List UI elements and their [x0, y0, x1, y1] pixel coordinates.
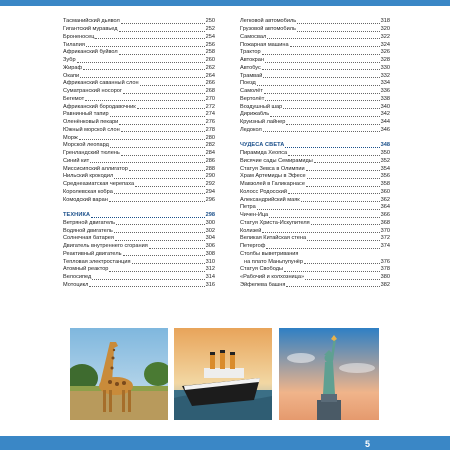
toc-entry[interactable]: [240, 26, 390, 34]
toc-page-number: 290: [205, 173, 215, 180]
toc-page-number: 250: [205, 18, 215, 25]
toc-dot-leader: [110, 147, 205, 148]
toc-entry[interactable]: [240, 41, 390, 49]
toc-entry[interactable]: [63, 274, 215, 282]
toc-dot-leader: [265, 100, 379, 101]
toc-entry[interactable]: [63, 57, 215, 65]
toc-entry[interactable]: [240, 119, 390, 127]
toc-page-number: 364: [380, 204, 390, 211]
page-number: 5: [364, 439, 370, 449]
toc-entry[interactable]: [63, 26, 215, 34]
toc-page-number: 316: [205, 281, 215, 288]
toc-entry-title: Морской леопард: [63, 142, 109, 149]
toc-entry[interactable]: [63, 127, 215, 135]
toc-page-number: 346: [380, 126, 390, 133]
toc-page-number: 272: [205, 103, 215, 110]
toc-page-number: 322: [380, 33, 390, 40]
toc-entry[interactable]: [240, 165, 390, 173]
toc-entry-title: Дирижабль: [240, 111, 270, 118]
toc-entry-title: Атомный реактор: [63, 266, 109, 273]
toc-entry-title: ТЕХНИКА: [63, 212, 91, 219]
toc-dot-leader: [286, 286, 379, 287]
toc-entry-title: Окапи: [63, 72, 80, 79]
toc-entry[interactable]: [240, 212, 390, 220]
toc-dot-leader: [265, 62, 380, 63]
toc-entry-title: Африканский бородавочник: [63, 103, 136, 110]
toc-entry-title: Мавзолей в Галикарнасе: [240, 181, 305, 188]
toc-page-number: 356: [380, 173, 390, 180]
toc-dot-leader: [307, 178, 380, 179]
toc-entry-title: Эйфелева башня: [240, 281, 286, 288]
toc-dot-leader: [91, 217, 205, 218]
toc-page-number: 282: [205, 142, 215, 149]
toc-dot-leader: [121, 23, 205, 24]
toc-entry[interactable]: [63, 88, 215, 96]
toc-entry-title: Петергоф: [240, 243, 266, 250]
toc-page-number: 382: [380, 281, 390, 288]
toc-page-number: 354: [380, 165, 390, 172]
toc-entry[interactable]: [63, 150, 215, 158]
toc-page-number: 302: [205, 227, 215, 234]
toc-entry[interactable]: [63, 80, 215, 88]
toc-dot-leader: [121, 131, 205, 132]
toc-dot-leader: [270, 116, 380, 117]
toc-entry-title: Пожарная машина: [240, 41, 289, 48]
toc-entry-title: Трактор: [240, 49, 261, 56]
toc-dot-leader: [137, 108, 205, 109]
toc-dot-leader: [123, 93, 205, 94]
statue-of-liberty-photo: [279, 328, 379, 420]
toc-page-number: 296: [205, 196, 215, 203]
toc-entry-title: Столбы выветривания: [240, 250, 299, 257]
toc-entry[interactable]: [240, 57, 390, 65]
toc-page-number: 294: [205, 188, 215, 195]
toc-dot-leader: [263, 77, 379, 78]
toc-entry-title: Африканский саванный слон: [63, 80, 139, 87]
toc-entry[interactable]: [63, 196, 215, 204]
toc-entry[interactable]: [63, 282, 215, 290]
toc-entry-title: Велосипед: [63, 274, 92, 281]
toc-entry[interactable]: [240, 150, 390, 158]
toc-dot-leader: [92, 279, 204, 280]
toc-page-number: 350: [380, 150, 390, 157]
toc-entry[interactable]: [240, 49, 390, 57]
toc-dot-leader: [305, 279, 380, 280]
toc-dot-leader: [311, 224, 380, 225]
toc-dot-leader: [257, 85, 380, 86]
toc-entry[interactable]: [63, 189, 215, 197]
toc-page-number: 334: [380, 80, 390, 87]
toc-page-number: 332: [380, 72, 390, 79]
top-color-bar: [0, 0, 450, 6]
toc-entry[interactable]: [63, 258, 215, 266]
toc-dot-leader: [114, 178, 204, 179]
toc-dot-leader: [307, 240, 380, 241]
toc-entry[interactable]: [240, 173, 390, 181]
toc-dot-leader: [288, 155, 379, 156]
toc-entry-title: Круизный лайнер: [240, 119, 286, 126]
toc-entry[interactable]: [240, 158, 390, 166]
toc-dot-leader: [119, 124, 204, 125]
toc-entry[interactable]: [63, 72, 215, 80]
toc-page-number: 338: [380, 95, 390, 102]
toc-entry-title: Грузовой автомобиль: [240, 26, 296, 33]
toc-entry[interactable]: [240, 243, 390, 251]
toc-dot-leader: [119, 31, 205, 32]
toc-dot-leader: [85, 100, 204, 101]
toc-page-number: 352: [380, 157, 390, 164]
toc-entry-title: Броненосец: [63, 33, 95, 40]
toc-page-number: 320: [380, 26, 390, 33]
toc-page-number: 278: [205, 126, 215, 133]
toc-page-number: 314: [205, 274, 215, 281]
toc-page-number: 370: [380, 227, 390, 234]
toc-entry[interactable]: [240, 80, 390, 88]
toc-dot-leader: [297, 23, 379, 24]
toc-spacer: [63, 204, 215, 212]
toc-page-number: 376: [380, 258, 390, 265]
toc-dot-leader: [79, 139, 205, 140]
toc-dot-leader: [288, 193, 380, 194]
toc-page-number: 366: [380, 212, 390, 219]
toc-entry-title: Тасманийский дьявол: [63, 18, 120, 25]
toc-entry-title: Солнечная батарея: [63, 235, 114, 242]
toc-entry-title: Трамвай: [240, 72, 263, 79]
toc-entry-title: Равнинный тапир: [63, 111, 109, 118]
toc-entry[interactable]: [240, 88, 390, 96]
toc-entry-title: Африканский буйвол: [63, 49, 118, 56]
toc-dot-leader: [90, 162, 204, 163]
toc-dot-leader: [135, 186, 205, 187]
toc-page-number: 306: [205, 243, 215, 250]
toc-entry[interactable]: [240, 72, 390, 80]
toc-entry-title: Двигатель внутреннего сгорания: [63, 243, 148, 250]
toc-dot-leader: [115, 240, 205, 241]
toc-dot-leader: [110, 116, 205, 117]
toc-dot-leader: [306, 186, 380, 187]
toc-entry[interactable]: [240, 258, 390, 266]
toc-page-number: 374: [380, 243, 390, 250]
toc-page-number: 270: [205, 95, 215, 102]
toc-page-number: 360: [380, 188, 390, 195]
toc-section-heading[interactable]: [240, 142, 390, 150]
toc-dot-leader: [129, 170, 205, 171]
toc-dot-leader: [116, 224, 205, 225]
toc-dot-leader: [95, 38, 204, 39]
toc-entry[interactable]: [63, 181, 215, 189]
toc-dot-leader: [304, 263, 380, 264]
toc-entry[interactable]: [240, 266, 390, 274]
toc-page-number: 330: [380, 64, 390, 71]
cruise-liner-photo: [174, 328, 272, 420]
toc-page-number: 274: [205, 111, 215, 118]
toc-entry[interactable]: [240, 227, 390, 235]
toc-entry-title: Нильский крокодил: [63, 173, 114, 180]
toc-page-number: 310: [205, 258, 215, 265]
toc-page-number: 280: [205, 134, 215, 141]
toc-page-number: 276: [205, 119, 215, 126]
toc-entry[interactable]: [240, 282, 390, 290]
bottom-color-bar: [0, 436, 450, 450]
toc-dot-leader: [284, 271, 380, 272]
toc-dot-leader: [109, 201, 205, 202]
toc-entry-title: на плато Маньпупунёр: [244, 258, 303, 265]
toc-dot-leader: [266, 248, 379, 249]
toc-entry-title: Пирамида Хеопса: [240, 150, 288, 157]
toc-entry-title: Колосс Родосский: [240, 188, 287, 195]
toc-entry-title: Храм Артемиды в Эфесе: [240, 173, 306, 180]
toc-dot-leader: [132, 263, 205, 264]
toc-entry[interactable]: [240, 274, 390, 282]
toc-page-number: 258: [205, 49, 215, 56]
toc-entry-title: Колизей: [240, 227, 262, 234]
toc-entry[interactable]: [63, 119, 215, 127]
toc-entry-title: Суматранский носорог: [63, 88, 122, 95]
toc-section-heading[interactable]: [63, 212, 215, 220]
toc-entry-title: Гигантский муравьед: [63, 26, 118, 33]
toc-page-number: 318: [380, 18, 390, 25]
toc-entry-title: Мотоцикл: [63, 281, 89, 288]
toc-entry[interactable]: [63, 96, 215, 104]
toc-entry-title: Водяной двигатель: [63, 227, 113, 234]
toc-entry-title: Александрийский маяк: [240, 196, 300, 203]
toc-entry-title: Тепловая электростанция: [63, 258, 131, 265]
toc-page-number: 362: [380, 196, 390, 203]
toc-entry-title: Миссисипский аллигатор: [63, 165, 128, 172]
toc-page-number: 262: [205, 64, 215, 71]
toc-page-number: 380: [380, 274, 390, 281]
toc-entry[interactable]: [240, 235, 390, 243]
toc-entry[interactable]: [240, 127, 390, 135]
toc-page-number: 286: [205, 157, 215, 164]
toc-entry[interactable]: [240, 204, 390, 212]
toc-entry-title: Висячие сады Семирамиды: [240, 157, 313, 164]
toc-entry-title: Синий кит: [63, 157, 90, 164]
toc-entry[interactable]: [63, 103, 215, 111]
toc-page-number: 378: [380, 266, 390, 273]
toc-entry[interactable]: [63, 235, 215, 243]
toc-entry-title: Королевская кобра: [63, 188, 113, 195]
toc-entry[interactable]: [63, 65, 215, 73]
toc-entry-title: «Рабочий и колхозница»: [240, 274, 305, 281]
toc-dot-leader: [314, 162, 380, 163]
toc-entry[interactable]: [240, 181, 390, 189]
toc-page-number: 312: [205, 266, 215, 273]
toc-page-number: 326: [380, 49, 390, 56]
toc-page-number: 358: [380, 181, 390, 188]
toc-entry-title: Жираф: [63, 64, 83, 71]
toc-page-number: 336: [380, 88, 390, 95]
toc-dot-leader: [257, 209, 380, 210]
toc-entry-title: Чичен-Ица: [240, 212, 269, 219]
toc-entry-title: Легковой автомобиль: [240, 18, 297, 25]
toc-page-number: 300: [205, 219, 215, 226]
toc-entry-title: Петра: [240, 204, 256, 211]
toc-page-number: 264: [205, 72, 215, 79]
toc-dot-leader: [80, 77, 204, 78]
toc-left-column: [63, 18, 215, 289]
toc-page-number: 328: [380, 57, 390, 64]
toc-entry-title: Статуя Свободы: [240, 266, 284, 273]
toc-dot-leader: [290, 46, 380, 47]
toc-entry[interactable]: [63, 220, 215, 228]
toc-entry-title: Воздушный шар: [240, 103, 283, 110]
toc-entry-title: Гренландский тюлень: [63, 150, 120, 157]
toc-entry-title: Самолёт: [240, 88, 263, 95]
toc-page-number: 256: [205, 41, 215, 48]
toc-entry-title: ЧУДЕСА СВЕТА: [240, 142, 285, 149]
toc-dot-leader: [297, 31, 380, 32]
toc-dot-leader: [286, 124, 379, 125]
toc-entry[interactable]: [240, 18, 390, 26]
toc-dot-leader: [86, 46, 205, 47]
toc-page-number: 266: [205, 80, 215, 87]
toc-entry[interactable]: [240, 251, 390, 259]
toc-page-number: 288: [205, 165, 215, 172]
toc-entry[interactable]: [63, 158, 215, 166]
toc-entry[interactable]: [240, 111, 390, 119]
toc-entry[interactable]: [63, 49, 215, 57]
toc-entry-title: Статуя Зевса в Олимпии: [240, 165, 305, 172]
toc-entry[interactable]: [240, 220, 390, 228]
toc-page-number: 324: [380, 41, 390, 48]
toc-dot-leader: [77, 62, 205, 63]
toc-dot-leader: [121, 155, 205, 156]
toc-entry[interactable]: [63, 227, 215, 235]
toc-entry[interactable]: [240, 34, 390, 42]
toc-entry-title: Вертолёт: [240, 95, 265, 102]
toc-entry-title: Ветряной двигатель: [63, 219, 116, 226]
toc-dot-leader: [262, 69, 380, 70]
toc-entry-title: Реактивный двигатель: [63, 250, 122, 257]
toc-entry-title: Оленёнковый пекари: [63, 119, 119, 126]
toc-page-number: 368: [380, 219, 390, 226]
toc-page-number: 372: [380, 235, 390, 242]
toc-page-number: 284: [205, 150, 215, 157]
toc-entry[interactable]: [240, 96, 390, 104]
toc-entry-title: Бегемот: [63, 95, 85, 102]
toc-dot-leader: [285, 147, 379, 148]
toc-dot-leader: [83, 69, 205, 70]
toc-dot-leader: [262, 54, 380, 55]
toc-dot-leader: [89, 286, 204, 287]
toc-page-number: 268: [205, 88, 215, 95]
toc-page-number: 304: [205, 235, 215, 242]
toc-page-number: 340: [380, 103, 390, 110]
toc-entry-title: Великая Китайская стена: [240, 235, 307, 242]
toc-dot-leader: [262, 232, 379, 233]
toc-entry[interactable]: [240, 189, 390, 197]
toc-entry-title: Среднеазиатская черепаха: [63, 181, 135, 188]
giraffe-photo: [70, 328, 168, 420]
toc-right-column: [240, 18, 390, 289]
toc-entry[interactable]: [63, 18, 215, 26]
toc-dot-leader: [109, 271, 204, 272]
toc-entry-title: Самосвал: [240, 33, 267, 40]
toc-dot-leader: [306, 170, 380, 171]
toc-entry[interactable]: [240, 196, 390, 204]
toc-entry-title: Зубр: [63, 57, 76, 64]
toc-page-number: 348: [380, 142, 390, 149]
toc-entry-title: Ледокол: [240, 126, 262, 133]
toc-page-number: 292: [205, 181, 215, 188]
toc-dot-leader: [301, 201, 380, 202]
toc-page-number: 344: [380, 119, 390, 126]
toc-entry[interactable]: [63, 173, 215, 181]
toc-entry[interactable]: [63, 142, 215, 150]
toc-entry-title: Комодский варан: [63, 196, 108, 203]
toc-dot-leader: [267, 38, 379, 39]
toc-entry-title: Поезд: [240, 80, 256, 87]
toc-dot-leader: [263, 131, 380, 132]
toc-entry[interactable]: [63, 111, 215, 119]
toc-entry-title: Морж: [63, 134, 78, 141]
toc-entry[interactable]: [63, 41, 215, 49]
toc-entry[interactable]: [63, 165, 215, 173]
toc-dot-leader: [269, 217, 379, 218]
toc-spacer: [240, 134, 390, 142]
toc-dot-leader: [123, 255, 205, 256]
toc-entry[interactable]: [63, 134, 215, 142]
toc-page-number: 342: [380, 111, 390, 118]
toc-page-number: 254: [205, 33, 215, 40]
toc-dot-leader: [119, 54, 205, 55]
toc-page-number: 298: [205, 212, 215, 219]
toc-page-number: 252: [205, 26, 215, 33]
toc-entry[interactable]: [63, 243, 215, 251]
toc-page-number: 308: [205, 250, 215, 257]
toc-entry-title: Южный морской слон: [63, 126, 120, 133]
toc-dot-leader: [140, 85, 205, 86]
toc-entry[interactable]: [63, 266, 215, 274]
toc-entry[interactable]: [63, 34, 215, 42]
toc-entry[interactable]: [240, 103, 390, 111]
toc-dot-leader: [114, 193, 205, 194]
toc-dot-leader: [283, 108, 379, 109]
toc-dot-leader: [114, 232, 205, 233]
toc-entry-title: Автобус: [240, 64, 261, 71]
toc-entry-title: Статуя Христа-Искупителя: [240, 219, 310, 226]
toc-entry-title: Тилапия: [63, 41, 85, 48]
toc-dot-leader: [149, 248, 205, 249]
toc-entry[interactable]: [240, 65, 390, 73]
toc-dot-leader: [264, 93, 380, 94]
toc-entry-title: Автокран: [240, 57, 264, 64]
toc-entry[interactable]: [63, 251, 215, 259]
toc-page-number: 260: [205, 57, 215, 64]
